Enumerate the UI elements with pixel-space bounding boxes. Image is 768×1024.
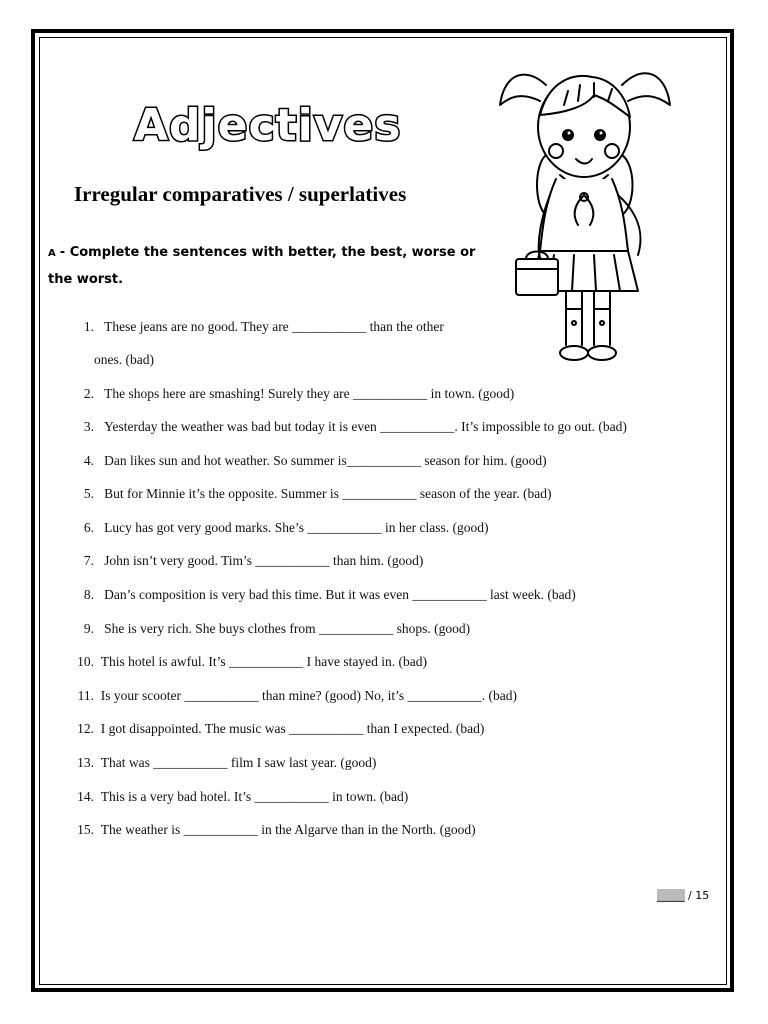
exercise-item: 3. Yesterday the weather was bad but today it is even ___________. It’s impossible to go out. (bad) [83, 419, 627, 434]
exercise-item: 5. But for Minnie it’s the opposite. Summer is ___________ season of the year. (bad) [83, 486, 552, 501]
exercise-item: 1. These jeans are no good. They are ___________ than the other [83, 319, 444, 334]
instructions [48, 240, 488, 293]
exercise-item: 12. I got disappointed. The music was ___________ than I expected. (bad) [77, 721, 485, 736]
exercise-item: 4. Dan likes sun and hot weather. So summer is___________ season for him. (good) [83, 453, 547, 468]
title-text: Adjectives [134, 100, 402, 151]
exercise-item: 6. Lucy has got very good marks. She’s ___________ in her class. (good) [83, 520, 489, 535]
exercise-item: 10. This hotel is awful. It’s ___________ I have stayed in. (bad) [77, 654, 427, 669]
section-dash: - [59, 245, 66, 260]
exercise-item: 2. The shops here are smashing! Surely they are ___________ in town. (good) [83, 386, 515, 401]
exercise-item: 9. She is very rich. She buys clothes from ___________ shops. (good) [83, 621, 471, 636]
exercise-item: 13. That was ___________ film I saw last year. (good) [77, 755, 377, 770]
score-box [657, 889, 709, 902]
schoolgirl-illustration [494, 55, 674, 367]
exercise-item: 11. Is your scooter ___________ than mine? (good) No, it’s ___________. (bad) [77, 688, 517, 703]
exercise-item: 15. The weather is ___________ in the Algarve than in the North. (good) [77, 822, 476, 837]
score-total: / 15 [684, 889, 710, 902]
instruction-text: Complete the sentences with better, the best, worse or the worst. [48, 245, 476, 287]
exercise-item: 7. John isn’t very good. Tim’s ___________ than him. (good) [83, 553, 424, 568]
exercise-item-continuation: ones. (bad) [94, 352, 154, 367]
score-blank: _____ [657, 889, 685, 902]
section-letter: A [48, 248, 56, 259]
exercise-item: 8. Dan’s composition is very bad this time. But it was even ___________ last week. (bad) [83, 587, 576, 602]
worksheet-subtitle: Irregular comparatives / superlatives [74, 182, 407, 206]
exercise-item: 14. This is a very bad hotel. It’s ___________ in town. (bad) [77, 789, 409, 804]
worksheet-title [130, 96, 430, 156]
